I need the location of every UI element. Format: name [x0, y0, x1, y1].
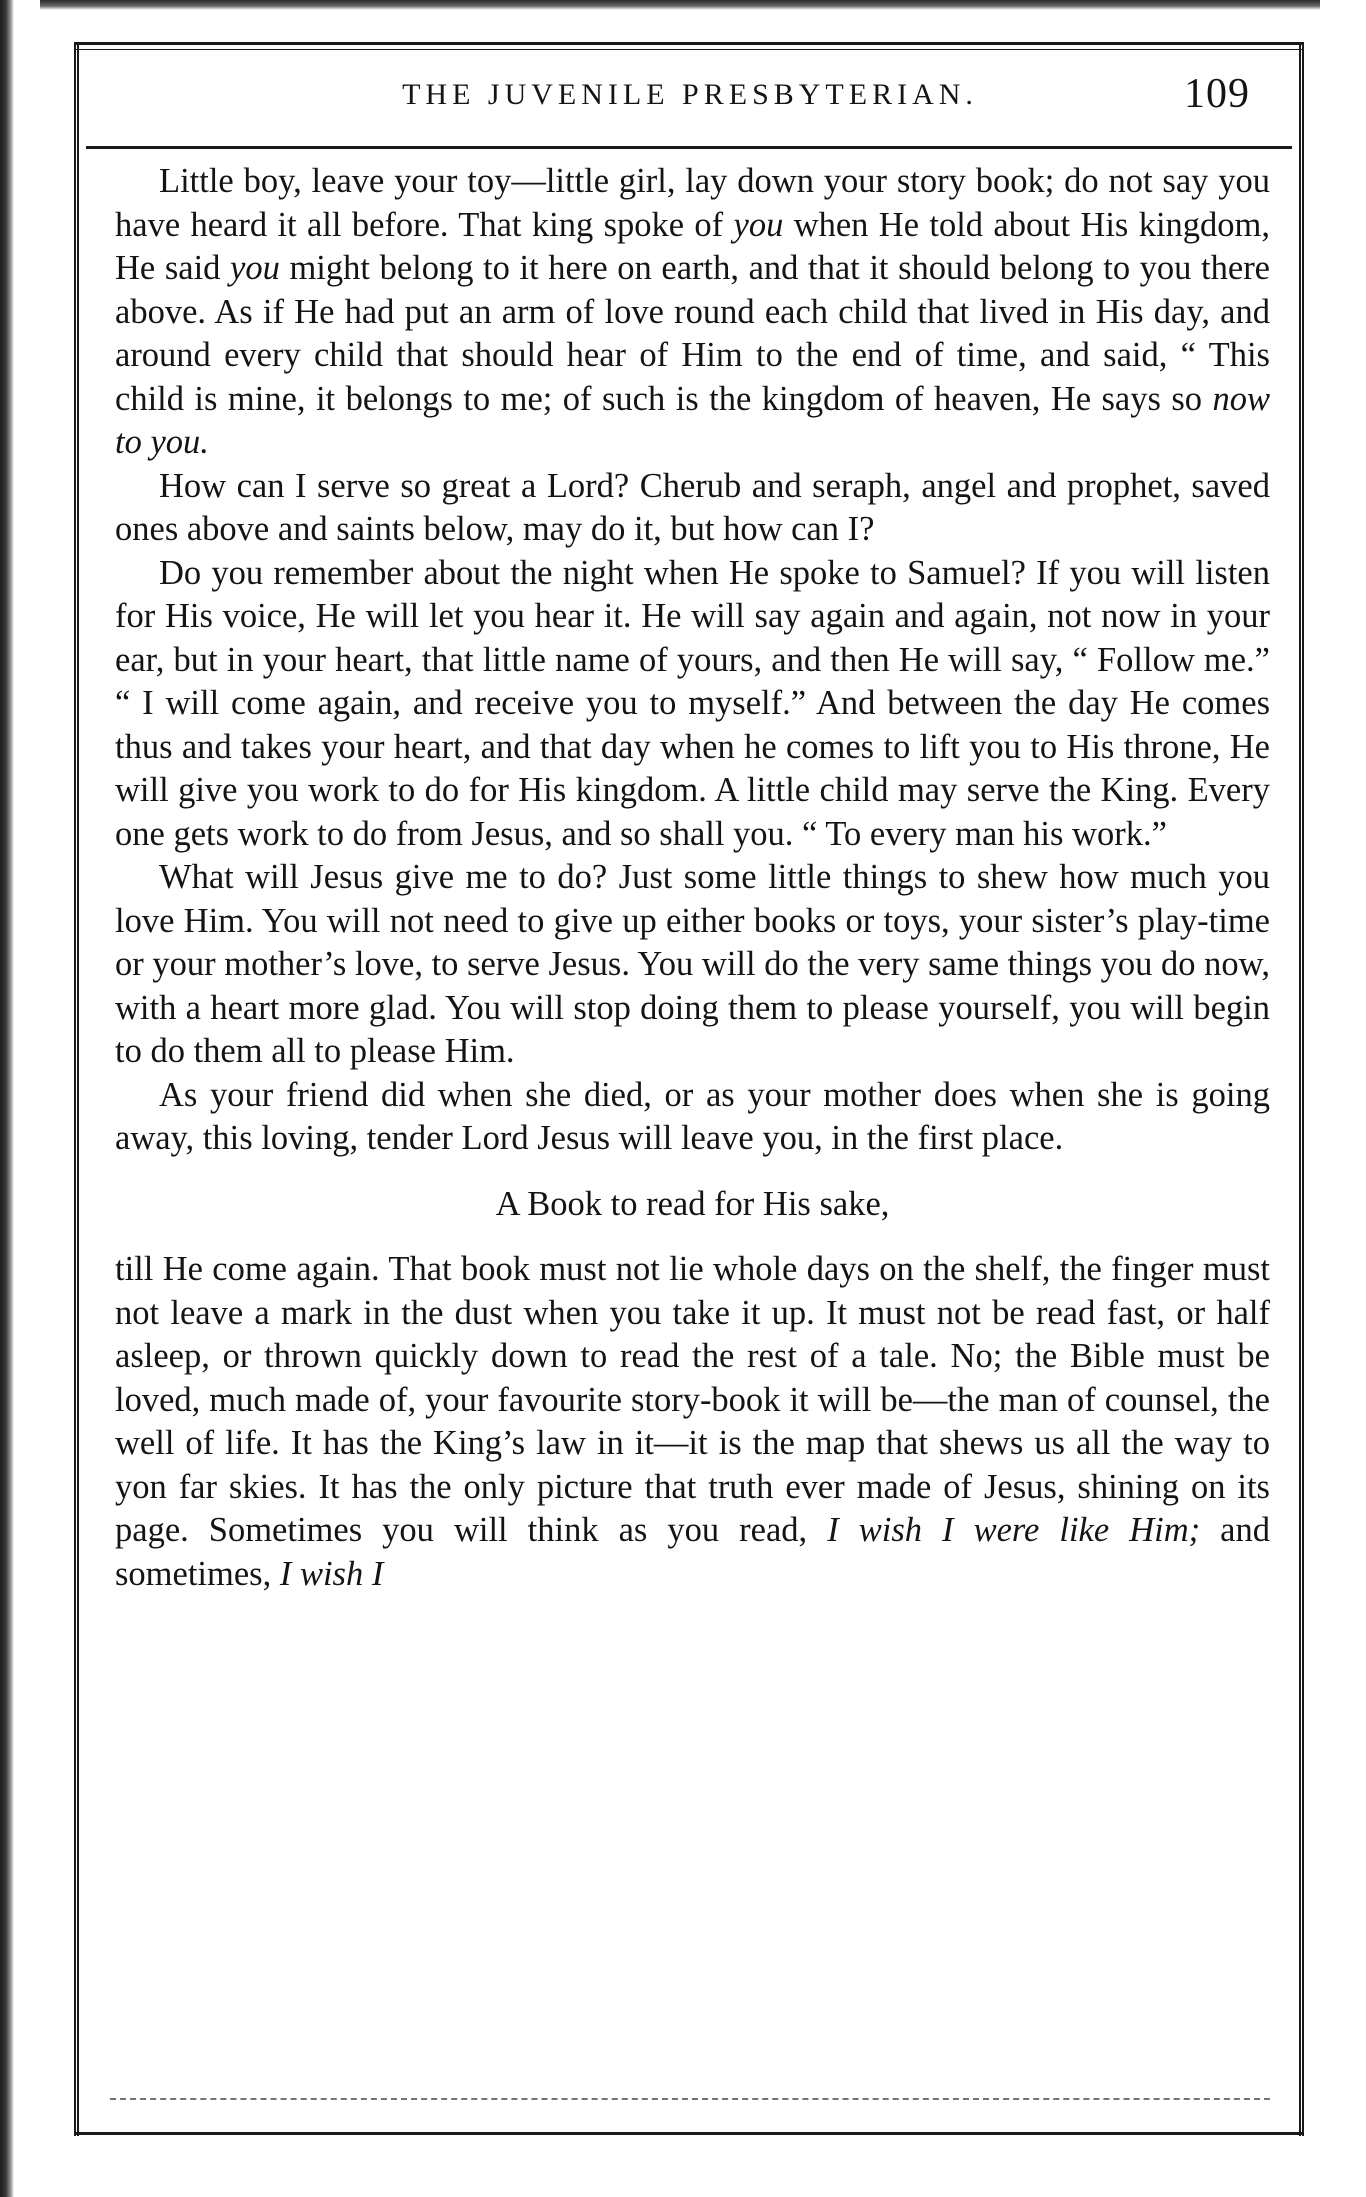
scan-edge-shadow	[0, 0, 14, 2197]
paragraph-2: How can I serve so great a Lord? Cherub and seraph, angel and prophet, saved ones above and saints below, may do it, but how can I?	[115, 466, 1270, 548]
paragraph-5: As your friend did when she died, or as your mother does when she is going away, this loving, tender Lord Jesus will leave you, in the first place.	[115, 1075, 1270, 1157]
page-number: 109	[1184, 71, 1250, 117]
paragraph-1-emphasis-3: now to you.	[115, 379, 1270, 461]
paragraph-3: Do you remember about the night when He spoke to Samuel? If you will listen for His voice, He will let you hear it. He will say again and again, not now in your ear, but in your heart, that little name of yours, and then He will say, “ Follow me.” “ I will come again, and receive you to myself.” And between the day He comes thus and takes your heart, and that day when he comes to lift you to His throne, He will give you work to do for His kingdom. A little child may serve the King. Every one gets work to do from Jesus, and so shall you. “ To every man his work.”	[115, 553, 1270, 853]
running-title: THE JUVENILE PRESBYTERIAN.	[402, 78, 978, 111]
paragraph-1	[115, 160, 1270, 465]
paragraph-6-text-b: and sometimes,	[115, 1511, 1270, 1593]
bottom-rule	[74, 2132, 1304, 2135]
paragraph-1-emphasis-2: you	[230, 249, 280, 287]
paragraph-1-emphasis-1: you	[733, 205, 784, 244]
paragraph-1-text-b: when He told about His kingdom, He said	[115, 205, 1270, 287]
header-rule	[86, 146, 1292, 149]
paragraph-4: What will Jesus give me to do? Just some little things to shew how much you love Him. You will not need to give up either books or toys, your sister’s play-time or your mother’s love, to serve Jesus. You will do the very same things you do now, with a heart more glad. You will stop doing them to please yourself, you will begin to do them all to please Him.	[115, 858, 1270, 1070]
paragraph-6	[115, 1248, 1270, 1596]
page-header	[110, 70, 1270, 140]
article-body	[115, 160, 1270, 1596]
paragraph-1-text-c: might belong to it here on earth, and that it should belong to you there above. As if He had put an arm of love round each child that lived in His day, and around every child that should hear of Him to the end of time, and said, “ This child is mine, it belongs to me; of such is the kingdom of heaven, He says so	[115, 249, 1270, 418]
centered-heading: A Book to read for His sake,	[495, 1184, 890, 1223]
top-rule	[74, 42, 1304, 50]
paragraph-6-text-a: till He come again. That book must not lie whole days on the shelf, the finger must not leave a mark in the dust when you take it up. It must not be read fast, or half asleep, or thrown quickly down to read the rest of a tale. No; the Bible must be loved, much made of, your favourite story-book it will be—the man of counsel, the well of life. It has the King’s law in it—it is the map that shews us all the way to yon far skies. It has the only picture that truth ever made of Jesus, shining on its page. Sometimes you will think as you read,	[115, 1250, 1270, 1549]
scan-top-smear	[40, 0, 1320, 10]
paragraph-1-text-a: Little boy, leave your toy—little girl, lay down your story book; do not say you have heard it all before. That king spoke of	[115, 162, 1270, 244]
paragraph-6-emphasis-2: I wish I	[279, 1554, 384, 1593]
bottom-print-marks	[110, 2098, 1270, 2108]
paragraph-6-emphasis-1: I wish I were like Him;	[827, 1511, 1201, 1549]
